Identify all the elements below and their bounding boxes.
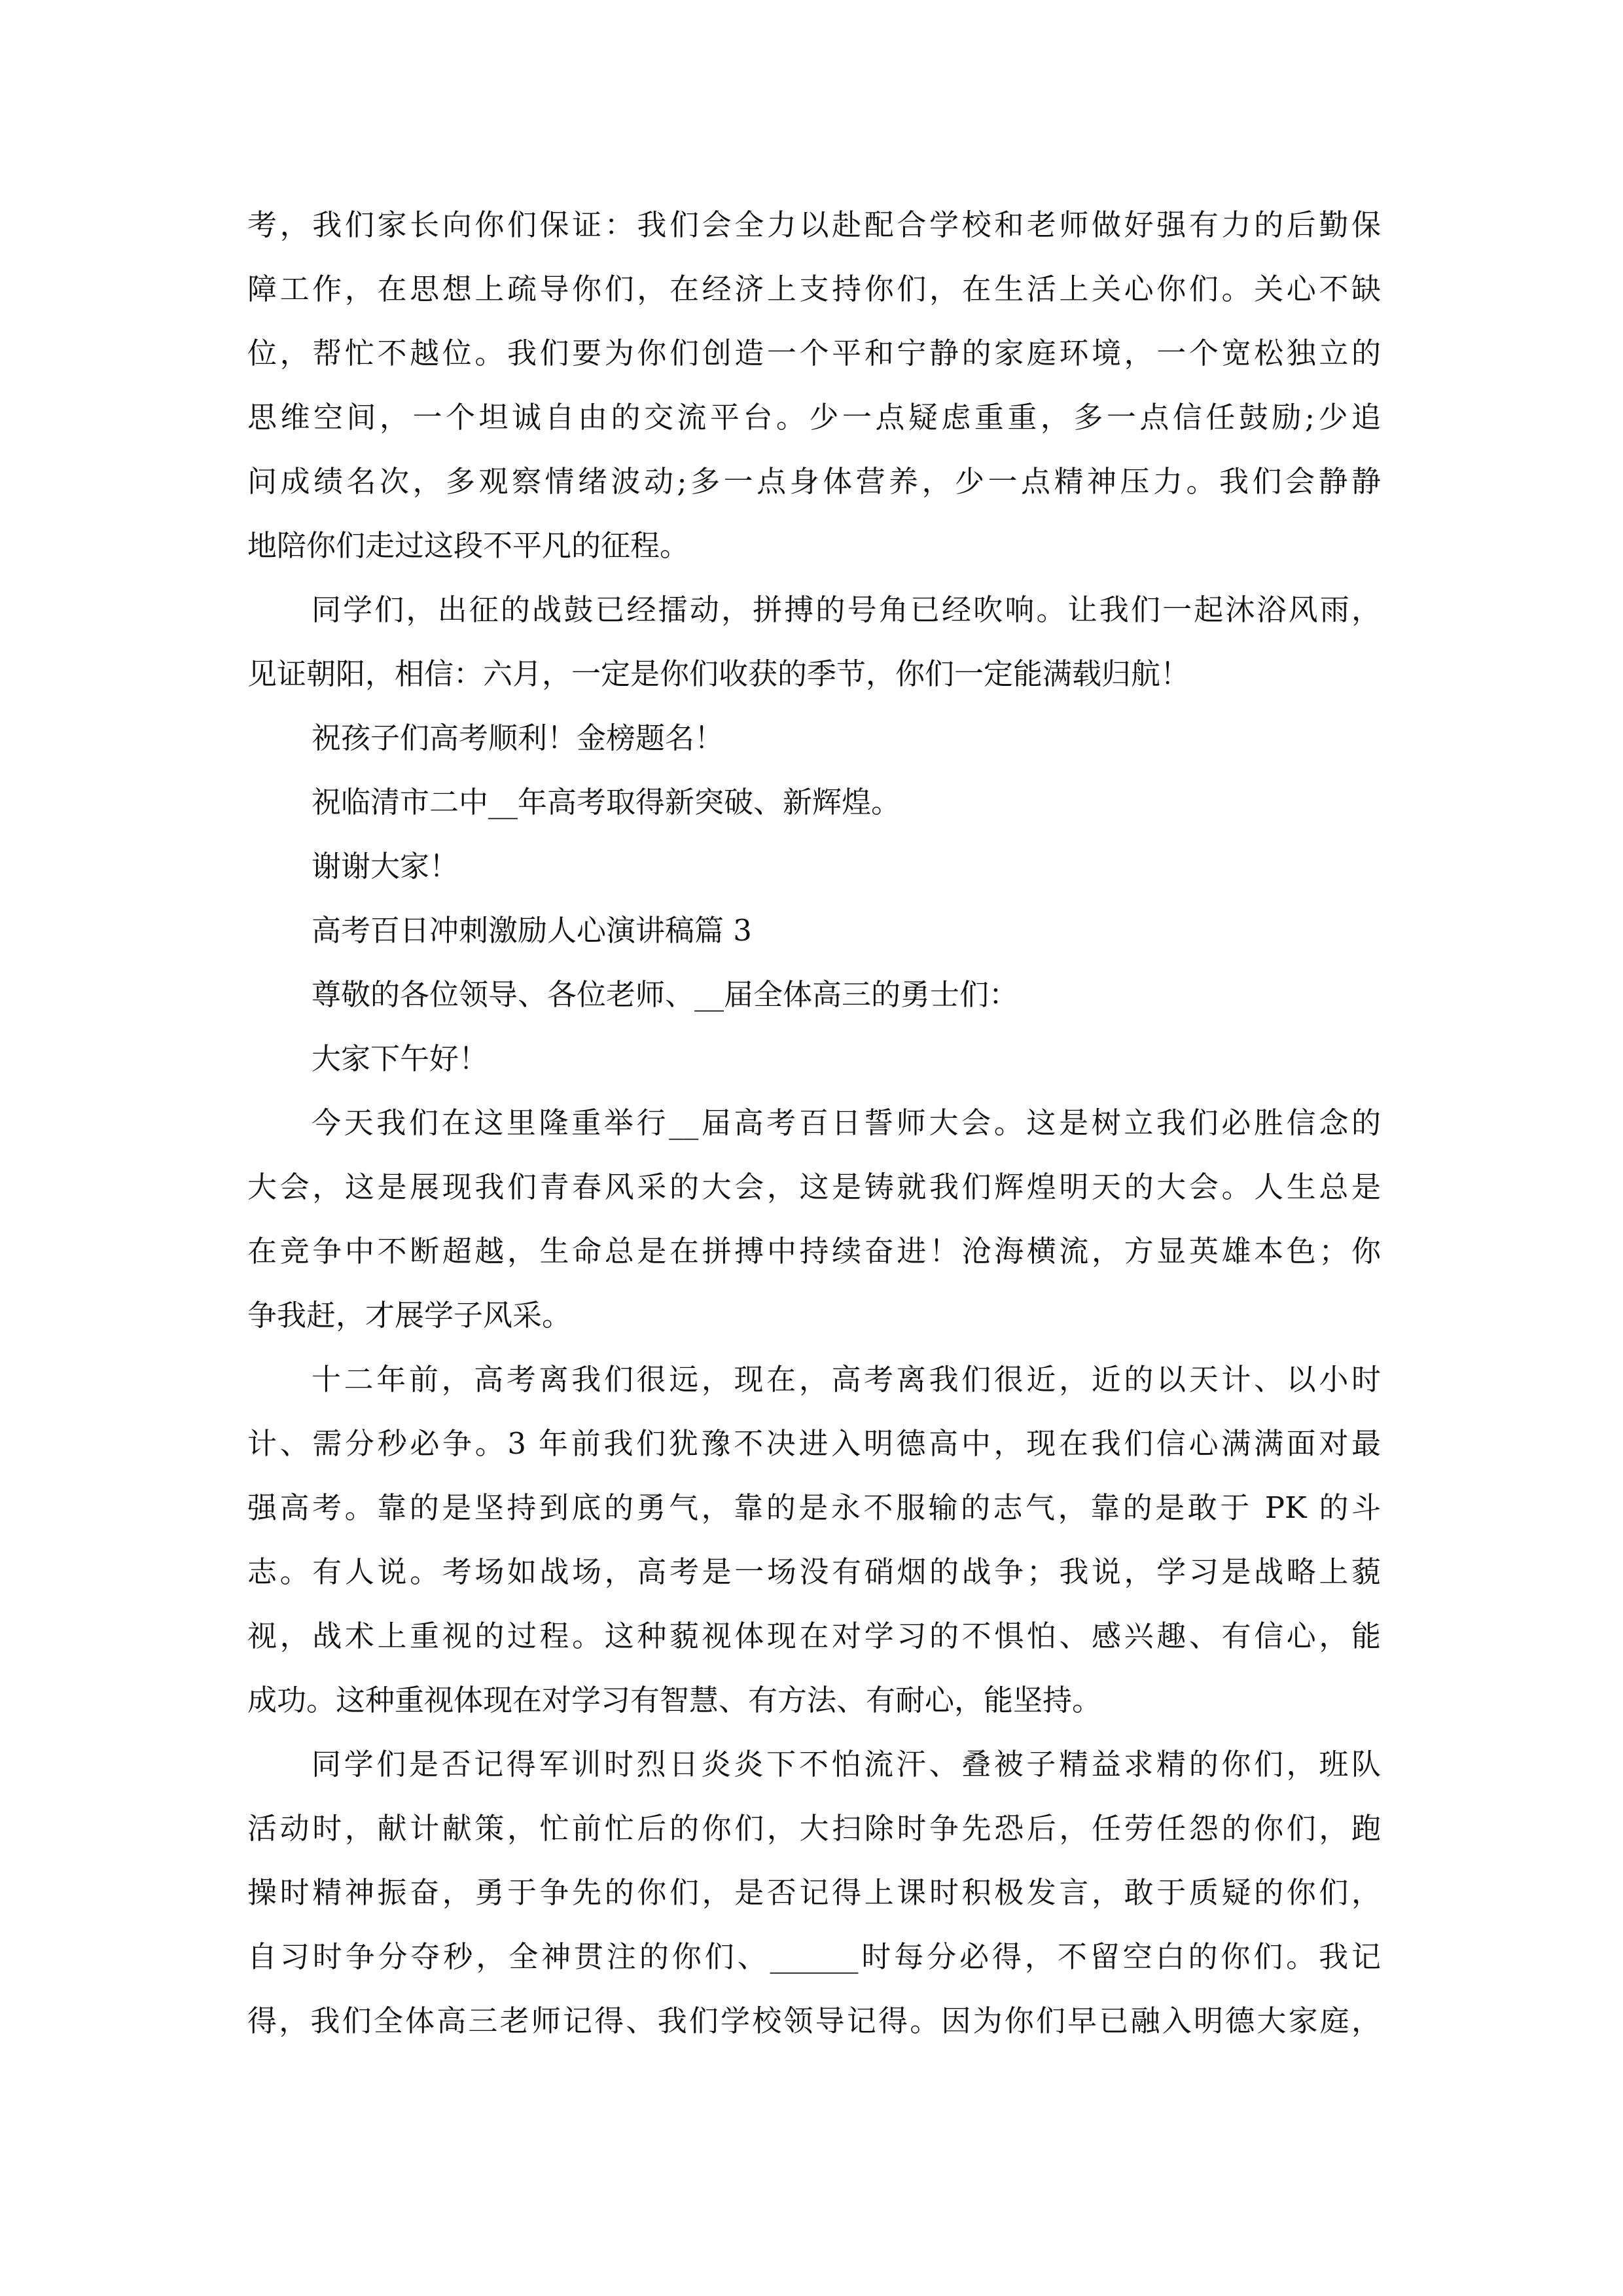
text-line-25: 同学们是否记得军训时烈日炎炎下不怕流汗、叠被子精益求精的你们，班队 xyxy=(312,1747,1381,1782)
salutation-line: 尊敬的各位领导、各位老师、__届全体高三的勇士们： xyxy=(312,977,1019,1012)
text-line-26: 活动时，献计献策，忙前忙后的你们，大扫除时争先恐后，任劳任怨的你们，跑 xyxy=(247,1811,1381,1846)
text-line-8: 见证朝阳，相信：六月，一定是你们收获的季节，你们一定能满载归航！ xyxy=(247,656,1190,691)
text-line-29: 得，我们全体高三老师记得、我们学校领导记得。因为你们早已融入明德大家庭， xyxy=(247,2003,1381,2038)
text-line-15: 今天我们在这里隆重举行__届高考百日誓师大会。这是树立我们必胜信念的 xyxy=(312,1105,1381,1140)
text-line-10: 祝临清市二中__年高考取得新突破、新辉煌。 xyxy=(312,785,901,819)
text-line-17: 在竞争中不断超越，生命总是在拼搏中持续奋进！沧海横流，方显英雄本色；你 xyxy=(247,1234,1381,1268)
text-line-1: 考，我们家长向你们保证：我们会全力以赴配合学校和老师做好强有力的后勤保 xyxy=(247,207,1381,242)
text-line-22: 志。有人说。考场如战场，高考是一场没有硝烟的战争；我说，学习是战略上藐 xyxy=(247,1554,1381,1589)
text-line-7: 同学们，出征的战鼓已经擂动，拼搏的号角已经吹响。让我们一起沐浴风雨， xyxy=(312,592,1381,627)
text-line-21: 强高考。靠的是坚持到底的勇气，靠的是永不服输的志气，靠的是敢于 PK 的斗 xyxy=(247,1490,1381,1525)
section-heading: 高考百日冲刺激励人心演讲稿篇 3 xyxy=(312,913,752,948)
text-line-5: 问成绩名次，多观察情绪波动;多一点身体营养，少一点精神压力。我们会静静 xyxy=(247,464,1381,499)
text-line-18: 争我赶，才展学子风采。 xyxy=(247,1298,572,1333)
text-line-16: 大会，这是展现我们青春风采的大会，这是铸就我们辉煌明天的大会。人生总是 xyxy=(247,1170,1381,1204)
text-line-4: 思维空间，一个坦诚自由的交流平台。少一点疑虑重重，多一点信任鼓励;少追 xyxy=(247,400,1381,435)
text-line-20: 计、需分秒必争。3 年前我们犹豫不决进入明德高中，现在我们信心满满面对最 xyxy=(247,1426,1381,1461)
text-line-11: 谢谢大家！ xyxy=(312,849,459,884)
document-body xyxy=(247,193,1381,2053)
text-line-3: 位，帮忙不越位。我们要为你们创造一个平和宁静的家庭环境，一个宽松独立的 xyxy=(247,336,1381,370)
text-line-6: 地陪你们走过这段不平凡的征程。 xyxy=(247,528,690,563)
text-line-28: 自习时争分夺秒，全神贯注的你们、______时每分必得，不留空白的你们。我记 xyxy=(247,1939,1381,1974)
text-line-27: 操时精神振奋，勇于争先的你们，是否记得上课时积极发言，敢于质疑的你们， xyxy=(247,1875,1381,1910)
text-line-23: 视，战术上重视的过程。这种藐视体现在对学习的不惧怕、感兴趣、有信心，能 xyxy=(247,1619,1381,1653)
greeting-line: 大家下午好！ xyxy=(312,1041,489,1076)
text-line-19: 十二年前，高考离我们很远，现在，高考离我们很近，近的以天计、以小时 xyxy=(312,1362,1381,1397)
text-line-24: 成功。这种重视体现在对学习有智慧、有方法、有耐心，能坚持。 xyxy=(247,1683,1102,1717)
text-line-2: 障工作，在思想上疏导你们，在经济上支持你们，在生活上关心你们。关心不缺 xyxy=(247,272,1381,306)
text-line-9: 祝孩子们高考顺利！金榜题名！ xyxy=(312,721,724,755)
